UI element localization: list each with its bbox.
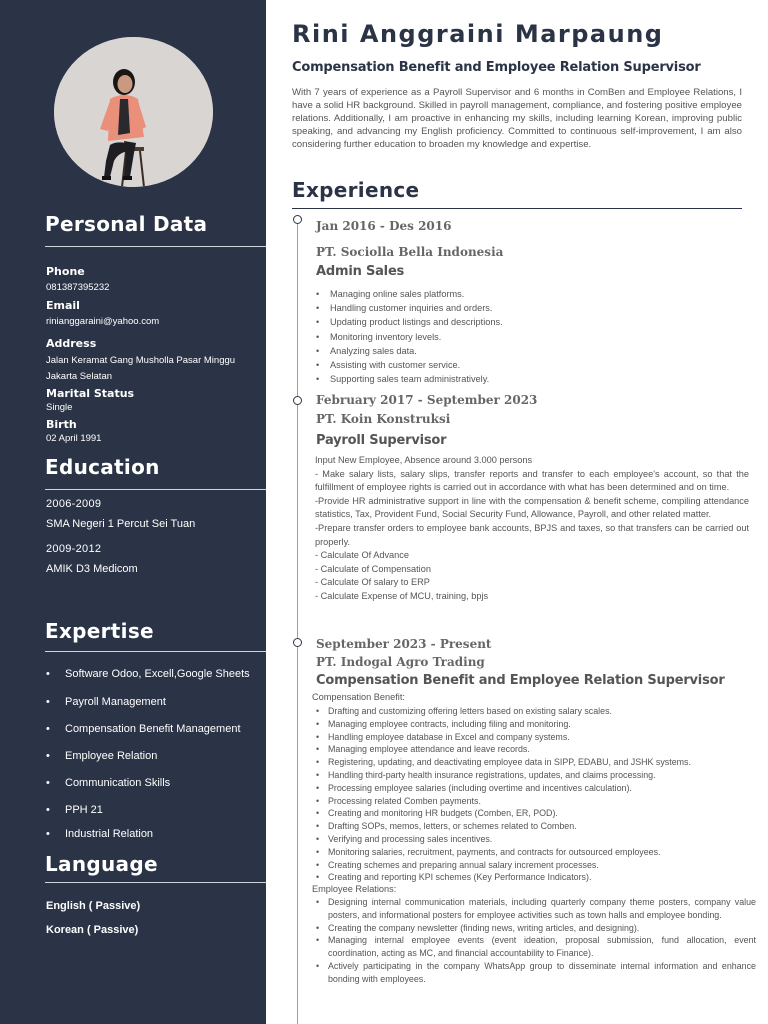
candidate-name: Rini Anggraini Marpaung <box>292 20 664 48</box>
list-item: • Handling customer inquiries and orders. <box>316 301 746 315</box>
list-item: • Industrial Relation <box>46 828 261 840</box>
description-line: Input New Employee, Absence around 3.000 persons <box>315 455 533 465</box>
comben-label: Compensation Benefit: <box>312 692 405 702</box>
list-item: • Monitoring inventory levels. <box>316 330 746 344</box>
divider <box>292 208 742 209</box>
list-item: • Employee Relation <box>46 750 261 762</box>
education-school: AMIK D3 Medicom <box>46 563 138 575</box>
job-period: Jan 2016 - Des 2016 <box>316 219 452 233</box>
job-period: February 2017 - September 2023 <box>316 393 538 407</box>
list-item: • Managing employee contracts, including filing and monitoring. <box>314 718 756 731</box>
address-line2: Jakarta Selatan <box>46 371 113 382</box>
list-item: • Payroll Management <box>46 696 261 708</box>
divider <box>45 882 266 883</box>
list-item: • Processing related Comben payments. <box>314 795 756 808</box>
comben-bullets <box>314 705 756 884</box>
education-school: SMA Negeri 1 Percut Sei Tuan <box>46 518 196 530</box>
language-item: Korean ( Passive) <box>46 924 139 936</box>
education-heading: Education <box>45 455 160 479</box>
list-item: • Monitoring salaries, recruitment, payments, and contracts for outsourced employees. <box>314 846 756 859</box>
job-title: Admin Sales <box>316 264 405 279</box>
list-item: • Managing employee attendance and leave records. <box>314 743 756 756</box>
sidebar <box>0 0 266 1024</box>
list-item: • Creating and reporting KPI schemes (Key Performance Indicators). <box>314 871 756 884</box>
list-item: • Designing internal communication materials, including quarterly company theme posters, company value posters, and informational posters for employee activities such as town halls and employee bonding. <box>314 896 756 922</box>
language-heading: Language <box>45 852 158 876</box>
marital-value: Single <box>46 402 73 413</box>
job-title: Compensation Benefit and Employee Relation Supervisor <box>316 673 725 688</box>
language-item: English ( Passive) <box>46 900 141 912</box>
description-line: -Prepare transfer orders to employee bank accounts, BPJS and taxes, so that transfers can be carried out properly. <box>315 522 749 547</box>
person-illustration-icon <box>54 37 213 187</box>
list-item: • Processing employee salaries (including overtime and incentives calculation). <box>314 782 756 795</box>
expertise-heading: Expertise <box>45 619 154 643</box>
phone-value: 081387395232 <box>46 282 110 293</box>
timeline-dot <box>293 215 302 224</box>
profile-photo <box>54 37 213 187</box>
email-label: Email <box>46 299 80 312</box>
job-description <box>315 454 749 604</box>
divider <box>45 489 266 490</box>
divider <box>45 651 266 652</box>
birth-value: 02 April 1991 <box>46 433 102 444</box>
list-item: • Communication Skills <box>46 777 261 789</box>
list-item: • Actively participating in the company WhatsApp group to disseminate internal information and enhance bonding with employees. <box>314 960 756 986</box>
list-item: • Managing online sales platforms. <box>316 287 746 301</box>
description-line: - Calculate Of Advance <box>315 550 409 561</box>
list-item: • Software Odoo, Excell,Google Sheets <box>46 668 261 680</box>
address-line1: Jalan Keramat Gang Musholla Pasar Minggu <box>46 355 236 366</box>
list-item: • Managing internal employee events (event ideation, proposal submission, fund allocation, event coordination, acting as MC, and financial accountability to Finance). <box>314 934 756 960</box>
job-period: September 2023 - Present <box>316 637 492 651</box>
list-item: • Assisting with customer service. <box>316 358 746 372</box>
email-value: rinianggaraini@yahoo.com <box>46 316 160 327</box>
candidate-role: Compensation Benefit and Employee Relation Supervisor <box>292 60 701 75</box>
list-item: • Analyzing sales data. <box>316 344 746 358</box>
experience-heading: Experience <box>292 178 420 202</box>
list-item: • Supporting sales team administratively. <box>316 372 746 386</box>
education-years: 2009-2012 <box>46 543 102 555</box>
profile-summary: With 7 years of experience as a Payroll Supervisor and 6 months in ComBen and Employee Relations, I have a solid HR background. Skilled in payroll management, compliance, and fostering positive employee relations. Additionally, I am proactive in enhancing my skills, including learning Korean, improving public speaking, and advancing my English proficiency. Committed to continuous self-improvement, I am also considering further education to broaden my knowledge and expertise. <box>292 87 742 150</box>
personal-data-heading: Personal Data <box>45 212 208 236</box>
description-line: - Make salary lists, salary slips, transfer reports and transfer to each employee's account, so that the fulfillment of employee rights is carried out in accordance with what has been determined and on time. <box>315 468 749 493</box>
description-line: - Calculate Of salary to ERP <box>315 577 430 588</box>
birth-label: Birth <box>46 418 77 431</box>
list-item: • Handling third-party health insurance registrations, updates, and claims processing. <box>314 769 756 782</box>
timeline-dot <box>293 396 302 405</box>
job-title: Payroll Supervisor <box>316 433 447 448</box>
list-item: • PPH 21 <box>46 804 261 816</box>
list-item: • Creating the company newsletter (finding news, writing articles, and designing). <box>314 922 756 935</box>
education-years: 2006-2009 <box>46 498 102 510</box>
description-line: - Calculate of Compensation <box>315 563 431 574</box>
timeline-line <box>297 219 298 1024</box>
divider <box>45 246 266 247</box>
job-company: PT. Sociolla Bella Indonesia <box>316 245 504 259</box>
list-item: • Drafting SOPs, memos, letters, or schemes related to Comben. <box>314 820 756 833</box>
address-label: Address <box>46 337 97 350</box>
list-item: • Compensation Benefit Management <box>46 723 261 735</box>
list-item: • Creating and monitoring HR budgets (Comben, ER, POD). <box>314 807 756 820</box>
er-label: Employee Relations: <box>312 884 397 894</box>
list-item: • Verifying and processing sales incentives. <box>314 833 756 846</box>
marital-label: Marital Status <box>46 387 135 400</box>
phone-label: Phone <box>46 265 85 278</box>
er-bullets <box>314 896 756 986</box>
list-item: • Creating schemes and preparing annual salary increment processes. <box>314 859 756 872</box>
timeline-dot <box>293 638 302 647</box>
list-item: • Updating product listings and descriptions. <box>316 315 746 329</box>
description-line: -Provide HR administrative support in line with the compensation & benefit scheme, compiling attendance statistics, Tax, Provident Fund, Social Security Fund, Allowance, Payroll, and other related matter. <box>315 495 749 520</box>
job-bullets <box>316 287 746 386</box>
description-line: - Calculate Expense of MCU, training, bpjs <box>315 590 489 601</box>
list-item: • Drafting and customizing offering letters based on existing salary scales. <box>314 705 756 718</box>
list-item: • Handling employee database in Excel and company systems. <box>314 731 756 744</box>
job-company: PT. Indogal Agro Trading <box>316 655 485 669</box>
list-item: • Registering, updating, and deactivating employee data in SIPP, EDABU, and JSHK systems. <box>314 756 756 769</box>
job-company: PT. Koin Konstruksi <box>316 412 451 426</box>
